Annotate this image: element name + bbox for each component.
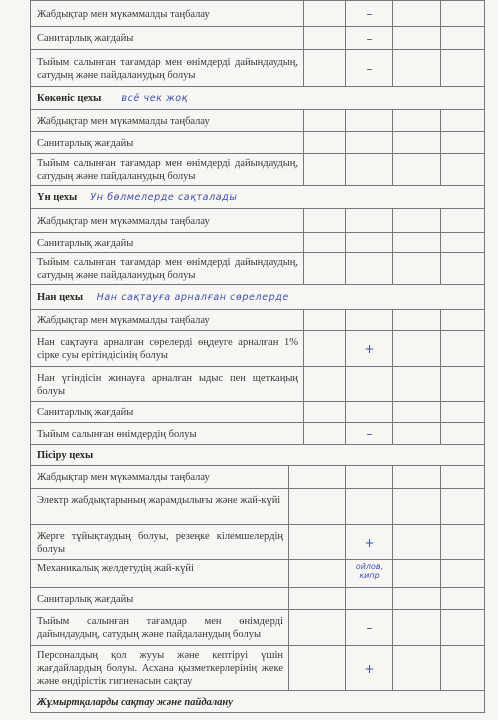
checklist-row bbox=[30, 488, 485, 524]
section-title: Жұмыртқаларды сақтау және пайдалану bbox=[37, 697, 233, 708]
column-divider bbox=[303, 423, 304, 444]
handwritten-mark: + bbox=[364, 535, 375, 550]
checklist-item-text: Тыйым салынған тағамдар мен өнімдерді дайындаудың, сатудың және пайдаланудың болуы bbox=[37, 56, 298, 81]
column-divider bbox=[345, 466, 346, 488]
checklist-item-text: Тыйым салынған тағамдар мен өнімдерді дайындаудың, сатудың және пайдаланудың болуы bbox=[37, 616, 283, 640]
checklist-item-text: Жабдықтар мен мүкәммалды таңбалау bbox=[37, 115, 210, 127]
column-divider bbox=[440, 525, 441, 559]
column-divider bbox=[345, 588, 346, 609]
checklist-item-text: Жабдықтар мен мүкәммалды таңбалау bbox=[37, 315, 210, 326]
checklist-row bbox=[30, 524, 485, 559]
column-divider bbox=[440, 331, 441, 366]
handwritten-note: Ун бөлмелерде сақталады bbox=[90, 192, 238, 203]
column-divider bbox=[440, 27, 441, 49]
column-divider bbox=[303, 402, 304, 422]
column-divider bbox=[440, 367, 441, 401]
column-divider bbox=[440, 646, 441, 690]
checklist-row bbox=[30, 330, 485, 366]
handwritten-mark: ойлов, кипр bbox=[355, 562, 384, 580]
column-divider bbox=[392, 110, 393, 131]
column-divider bbox=[288, 525, 289, 559]
column-divider bbox=[440, 588, 441, 609]
column-divider bbox=[345, 253, 346, 284]
column-divider bbox=[303, 27, 304, 49]
checklist-row bbox=[30, 0, 485, 26]
column-divider bbox=[440, 423, 441, 444]
column-divider bbox=[392, 402, 393, 422]
column-divider bbox=[303, 1, 304, 26]
checklist-row bbox=[30, 465, 485, 488]
column-divider bbox=[345, 367, 346, 401]
column-divider bbox=[303, 310, 304, 330]
checklist-item-text: Механикалық желдетудің жай-күйі bbox=[37, 563, 194, 574]
handwritten-mark: – bbox=[366, 31, 373, 46]
column-divider bbox=[345, 310, 346, 330]
checklist-row bbox=[30, 232, 485, 252]
section-title: Пісіру цехы bbox=[37, 450, 94, 461]
checklist-row bbox=[30, 109, 485, 131]
checklist-item-text: Электр жабдықтарының жарамдылығы және жай-күйі bbox=[37, 495, 281, 506]
checklist-row bbox=[30, 252, 485, 284]
column-divider bbox=[392, 489, 393, 524]
column-divider bbox=[345, 132, 346, 153]
handwritten-note: Нан сақтауға арналған сөрелерде bbox=[96, 292, 289, 303]
column-divider bbox=[392, 588, 393, 609]
column-divider bbox=[288, 646, 289, 690]
checklist-row bbox=[30, 422, 485, 444]
column-divider bbox=[440, 560, 441, 587]
column-divider bbox=[440, 466, 441, 488]
column-divider bbox=[303, 233, 304, 252]
column-divider bbox=[392, 253, 393, 284]
column-divider bbox=[440, 233, 441, 252]
checklist-item-text: Санитарлық жағдайы bbox=[37, 593, 134, 605]
column-divider bbox=[303, 209, 304, 232]
checklist-item-text: Нан сақтауға арналған сөрелерді өңдеуге арналған 1% сірке суы ерітіндісінің болуы bbox=[37, 337, 298, 361]
checklist-item-text: Санитарлық жағдайы bbox=[37, 33, 134, 44]
column-divider bbox=[440, 110, 441, 131]
checklist-row bbox=[30, 49, 485, 86]
handwritten-mark: – bbox=[366, 61, 373, 76]
column-divider bbox=[288, 610, 289, 645]
column-divider bbox=[303, 253, 304, 284]
checklist-item-text: Тыйым салынған тағамдар мен өнімдерді дайындаудың, сатудың және пайдаланудың болуы bbox=[37, 158, 298, 182]
column-divider bbox=[303, 132, 304, 153]
column-divider bbox=[440, 132, 441, 153]
column-divider bbox=[288, 560, 289, 587]
checklist-item-text: Тыйым салынған өнімдердің болуы bbox=[37, 428, 197, 440]
column-divider bbox=[303, 367, 304, 401]
checklist-row bbox=[30, 559, 485, 587]
handwritten-mark: + bbox=[364, 342, 375, 356]
column-divider bbox=[288, 466, 289, 488]
column-divider bbox=[345, 402, 346, 422]
checklist-item-text: Жабдықтар мен мүкәммалды таңбалау bbox=[37, 472, 210, 483]
column-divider bbox=[345, 233, 346, 252]
column-divider bbox=[392, 367, 393, 401]
checklist-row bbox=[30, 131, 485, 153]
section-title: Нан цехы bbox=[37, 292, 84, 303]
handwritten-note: всё чек жоқ bbox=[121, 93, 189, 104]
column-divider bbox=[440, 154, 441, 185]
handwritten-mark: – bbox=[366, 621, 373, 635]
checklist-item-text: Жерге тұйықтаудың болуы, резеңке кілемшелердің болуы bbox=[37, 530, 283, 555]
column-divider bbox=[440, 253, 441, 284]
column-divider bbox=[303, 50, 304, 86]
checklist-item-text: Нан үгіндісін жинауға арналған ыдыс пен щеткаңың болуы bbox=[37, 372, 298, 397]
handwritten-mark: – bbox=[366, 427, 373, 441]
column-divider bbox=[440, 1, 441, 26]
checklist-row bbox=[30, 309, 485, 330]
section-header bbox=[30, 284, 485, 309]
handwritten-mark: + bbox=[364, 661, 375, 676]
column-divider bbox=[440, 402, 441, 422]
section-title: Көкөніс цехы bbox=[37, 93, 102, 104]
column-divider bbox=[440, 610, 441, 645]
column-divider bbox=[288, 588, 289, 609]
column-divider bbox=[392, 209, 393, 232]
checklist-row bbox=[30, 366, 485, 401]
column-divider bbox=[440, 489, 441, 524]
checklist-item-text: Санитарлық жағдайы bbox=[37, 237, 134, 249]
column-divider bbox=[345, 110, 346, 131]
column-divider bbox=[345, 209, 346, 232]
section-title: Үн цехы bbox=[37, 192, 78, 203]
checklist-row bbox=[30, 645, 485, 690]
handwritten-mark: – bbox=[366, 7, 373, 21]
checklist-row bbox=[30, 26, 485, 49]
column-divider bbox=[440, 209, 441, 232]
checklist-item-text: Санитарлық жағдайы bbox=[37, 137, 134, 149]
checklist-item-text: Жабдықтар мен мүкәммалды таңбалау bbox=[37, 215, 210, 227]
section-header bbox=[30, 185, 485, 208]
checklist-item-text: Санитарлық жағдайы bbox=[37, 407, 134, 418]
column-divider bbox=[303, 110, 304, 131]
column-divider bbox=[303, 331, 304, 366]
checklist-item-text: Персоналдың қол жууы және кептіруі үшін жағдайлардың болуы. Асхана қызметкерлерінің жеке және өндірістік гигиенасын сақтау bbox=[37, 650, 283, 687]
column-divider bbox=[392, 154, 393, 185]
column-divider bbox=[392, 233, 393, 252]
section-header bbox=[30, 690, 485, 713]
column-divider bbox=[440, 50, 441, 86]
column-divider bbox=[392, 466, 393, 488]
column-divider bbox=[288, 489, 289, 524]
column-divider bbox=[303, 154, 304, 185]
checklist-item-text: Тыйым салынған тағамдар мен өнімдерді дайындаудың, сатудың және пайдаланудың болуы bbox=[37, 257, 298, 281]
checklist-row bbox=[30, 401, 485, 422]
column-divider bbox=[392, 310, 393, 330]
checklist-row bbox=[30, 587, 485, 609]
column-divider bbox=[345, 489, 346, 524]
checklist-item-text: Жабдықтар мен мүкәммалды таңбалау bbox=[37, 8, 210, 20]
section-header bbox=[30, 86, 485, 109]
checklist-row bbox=[30, 208, 485, 232]
column-divider bbox=[345, 154, 346, 185]
checklist-row bbox=[30, 153, 485, 185]
section-header bbox=[30, 444, 485, 465]
column-divider bbox=[440, 310, 441, 330]
column-divider bbox=[392, 132, 393, 153]
checklist-row bbox=[30, 609, 485, 645]
